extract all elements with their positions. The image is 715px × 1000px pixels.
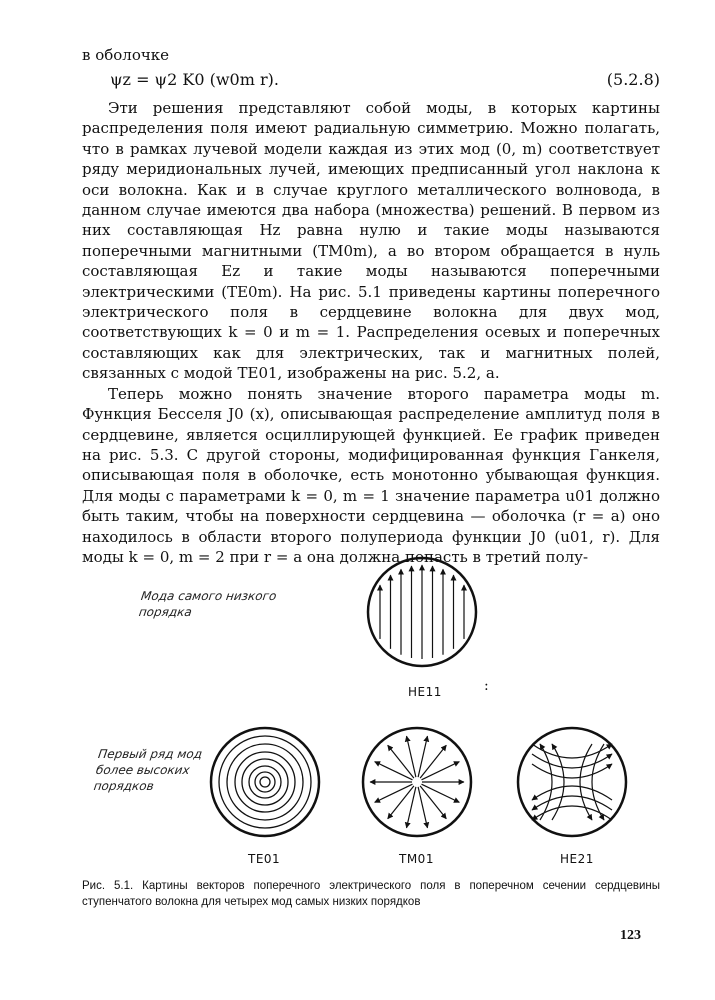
paragraph-1: Эти решения представляют собой моды, в которых картины распределения поля имеют радиальную симметрию. Можно полагать, что в рамках лучевой модели каждая из этих мод (0, m) соответствует ряду меридиональных лучей, имеющих предписанный угол наклона к оси волокна. Как и в случае круглого металлического волновода, в данном случае имеются два набора (множества) решений. В первом из них составляющая Hz равна нулю и такие моды называются поперечными магнитными (TM0m), а во втором обращается в нуль составляющая Ez и такие моды называются поперечными электрическими (TE0m). На рис. 5.1 приведены картины поперечного электрического поля в сердцевине волокна для двух мод, соответствующих k = 0 и m = 1. Распределения осевых и поперечных составляющих как для электрических, так и магнитных полей, связанных с модой TE01, изображены на рис. 5.2, а.	[82, 99, 660, 383]
page-number: 123	[620, 928, 641, 943]
te01-field-ring	[219, 736, 311, 828]
intro-text: в оболочке	[82, 46, 170, 64]
tm01-field-arrow	[375, 762, 413, 780]
label-lowest-mode: Мода самого низкого порядка	[137, 589, 278, 619]
paragraph-2: Теперь можно понять значение второго параметра моды m. Функция Бесселя J0 (x), описывающая распределение амплитуд поля в сердцевине, является осциллирующей функцией. Ее график приведен на рис. 5.3. С другой стороны, модифицированная функция Ганкеля, описывающая поля в оболочке, есть монотонно убывающая функция. Для моды с параметрами k = 0, m = 1 значение параметра u01 должно быть таким, чтобы на поверхности сердцевина — оболочка (r = a) оно находилось в области второго полупериода функции J0 (u01, r). Для моды k = 0, m = 2 при r = a она должна попасть в третий полу-	[82, 384, 660, 566]
he21-field-line	[532, 754, 612, 768]
label-higher-modes: Первый ряд мод более высоких порядков	[92, 747, 204, 793]
mode-label-he11: HE11	[408, 685, 442, 699]
mode-label-tm01: TM01	[399, 852, 434, 866]
mode-label-he21: HE21	[560, 852, 594, 866]
te01-field-ring	[260, 777, 270, 787]
tm01-field-arrow	[422, 784, 460, 802]
tm01-field-arrow	[422, 762, 460, 780]
stray-mark: :	[484, 678, 489, 694]
figure-5-1	[0, 540, 715, 880]
mode-label-te01: TE01	[248, 852, 281, 866]
te01-field-ring	[255, 772, 275, 792]
equation	[110, 70, 660, 89]
he11-diagram	[362, 552, 482, 682]
body-text	[82, 98, 660, 567]
tm01-field-arrow	[375, 784, 413, 802]
he21-field-line	[532, 796, 612, 810]
he21-diagram	[512, 722, 632, 847]
he21-field-line	[540, 744, 552, 820]
equation-number: (5.2.8)	[606, 70, 660, 89]
te01-diagram	[205, 722, 325, 847]
he21-field-line	[532, 764, 612, 778]
figure-caption: Рис. 5.1. Картины векторов поперечного электрического поля в поперечном сечении сердцевины ступенчатого волокна для четырех мод самых низких порядков	[82, 880, 660, 908]
tm01-diagram	[357, 722, 477, 847]
he21-core-circle	[518, 728, 626, 836]
he21-field-line	[532, 786, 612, 800]
te01-field-ring	[227, 744, 303, 820]
te01-field-ring	[249, 766, 281, 798]
te01-field-ring	[235, 752, 295, 812]
equation-formula: ψz = ψ2 K0 (w0m r).	[110, 70, 279, 89]
he21-field-line	[592, 744, 604, 820]
